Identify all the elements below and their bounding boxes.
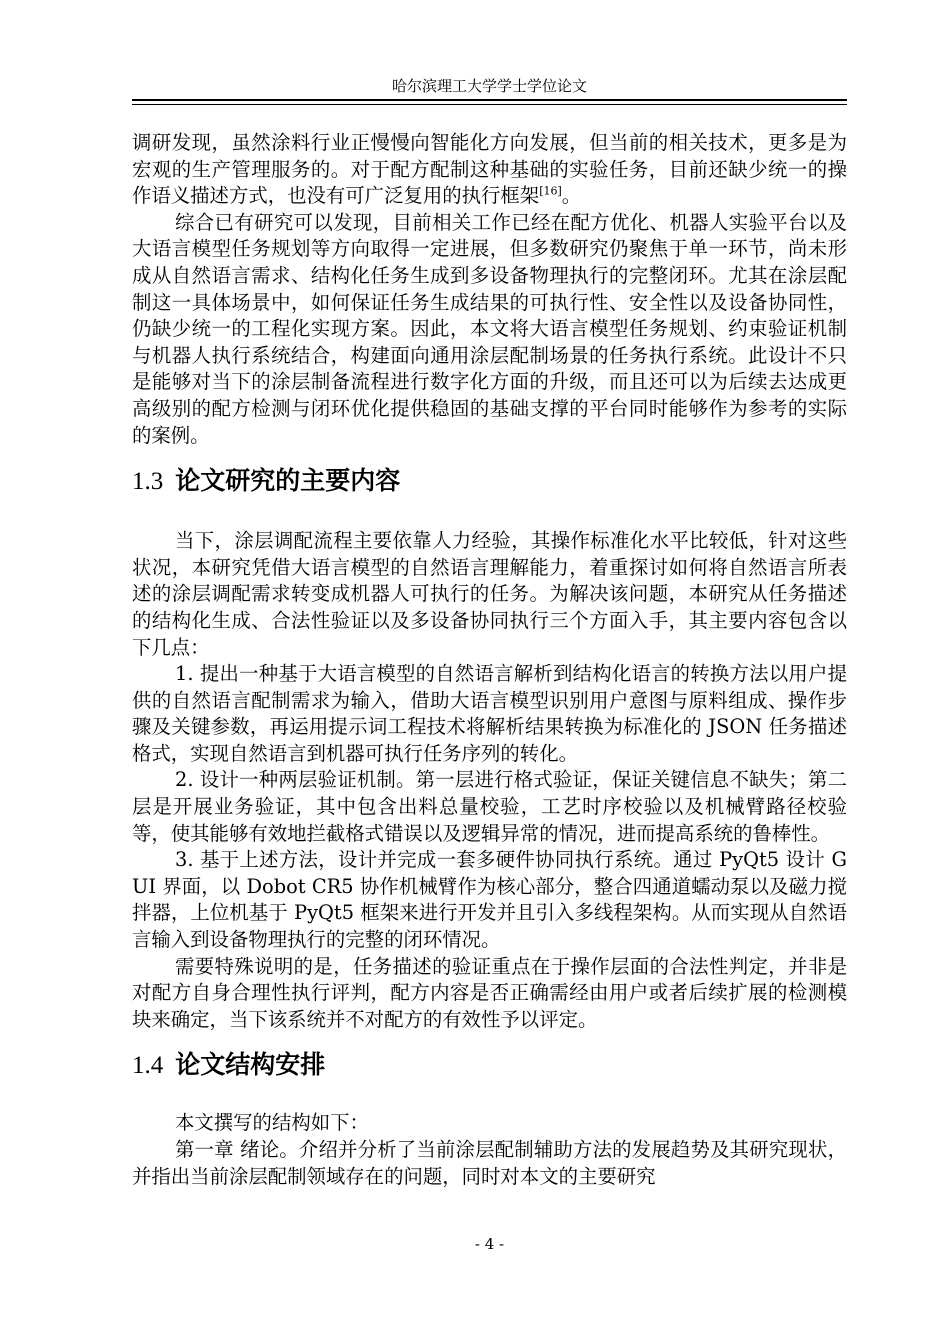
- section-title: 论文研究的主要内容: [175, 466, 401, 496]
- paragraph-research-findings: [132, 130, 847, 210]
- paragraph-chapter-1: 第一章 绪论。介绍并分析了当前涂层配制辅助方法的发展趋势及其研究现状，并指出当前涂层配制领域存在的问题，同时对本文的主要研究: [132, 1138, 847, 1188]
- section-heading-1-3: [132, 464, 847, 499]
- paragraph-summary: 综合已有研究可以发现，目前相关工作已经在配方优化、机器人实验平台以及大语言模型任务规划等方向取得一定进展，但多数研究仍聚焦于单一环节，尚未形成从自然语言需求、结构化任务生成到多设备物理执行的完整闭环。尤其在涂层配制这一具体场景中，如何保证任务生成结果的可执行性、安全性以及设备协同性，仍缺少统一的工程化实现方案。因此，本文将大语言模型任务规划、约束验证机制与机器人执行系统结合，构建面向通用涂层配制场景的任务执行系统。此设计不只是能够对当下的涂层制备流程进行数字化方面的升级，而且还可以为后续去达成更高级别的配方检测与闭环优化提供稳固的基础支撑的平台同时能够作为参考的实际的案例。: [132, 210, 847, 447]
- section-number: 1.3: [132, 468, 164, 496]
- paragraph-structure-intro: 本文撰写的结构如下：: [175, 1111, 369, 1135]
- header-rule-thin: [132, 104, 847, 105]
- paragraph-intro: 当下，涂层调配流程主要依靠人力经验，其操作标准化水平比较低，针对这些状况，本研究凭借大语言模型的自然语言理解能力，着重探讨如何将自然语言所表述的涂层调配需求转变成机器人可执行的任务。为解决该问题，本研究从任务描述的结构化生成、合法性验证以及多设备协同执行三个方面入手，其主要内容包含以下几点：: [132, 529, 847, 659]
- list-item-2: 2. 设计一种两层验证机制。第一层进行格式验证，保证关键信息不缺失；第二层是开展业务验证，其中包含出料总量校验，工艺时序校验以及机械臂路径校验等，使其能够有效地拦截格式错误以及逻辑异常的情况，进而提高系统的鲁棒性。: [132, 768, 847, 845]
- section-heading-1-4: [132, 1048, 847, 1083]
- section-title: 论文结构安排: [175, 1050, 326, 1080]
- page-number: - 4 -: [474, 1235, 505, 1253]
- running-header: 哈尔滨理工大学学士学位论文: [391, 77, 587, 95]
- list-item-1: 1. 提出一种基于大语言模型的自然语言解析到结构化语言的转换方法以用户提供的自然语言配制需求为输入，借助大语言模型识别用户意图与原料组成、操作步骤及关键参数，再运用提示词工程技术将解析结果转换为标准化的 JSON 任务描述格式，实现自然语言到机器可执行任务序列的转化。: [132, 662, 847, 765]
- paragraph-end: 。: [561, 184, 582, 208]
- section-number: 1.4: [132, 1052, 164, 1080]
- paragraph-note: 需要特殊说明的是，任务描述的验证重点在于操作层面的合法性判定，并非是对配方自身合理性执行评判，配方内容是否正确需经由用户或者后续扩展的检测模块来确定，当下该系统并不对配方的有效性予以评定。: [132, 954, 847, 1031]
- header-rule-thick: [132, 99, 847, 101]
- list-item-3: 3. 基于上述方法，设计并完成一套多硬件协同执行系统。通过 PyQt5 设计 GUI 界面，以 Dobot CR5 协作机械臂作为核心部分，整合四通道蠕动泵以及磁力搅拌器，上位机基于 PyQt5 框架来进行开发并且引入多线程架构。从而实现从自然语言输入到设备物理执行的完整的闭环情况。: [132, 848, 847, 952]
- citation: [16]: [539, 184, 562, 198]
- paragraph-text: 调研发现，虽然涂料行业正慢慢向智能化方向发展，但当前的相关技术，更多是为宏观的生产管理服务的。对于配方配制这种基础的实验任务，目前还缺少统一的操作语义描述方式，也没有可广泛复用的执行框架: [132, 131, 847, 208]
- page-body: [132, 130, 847, 1190]
